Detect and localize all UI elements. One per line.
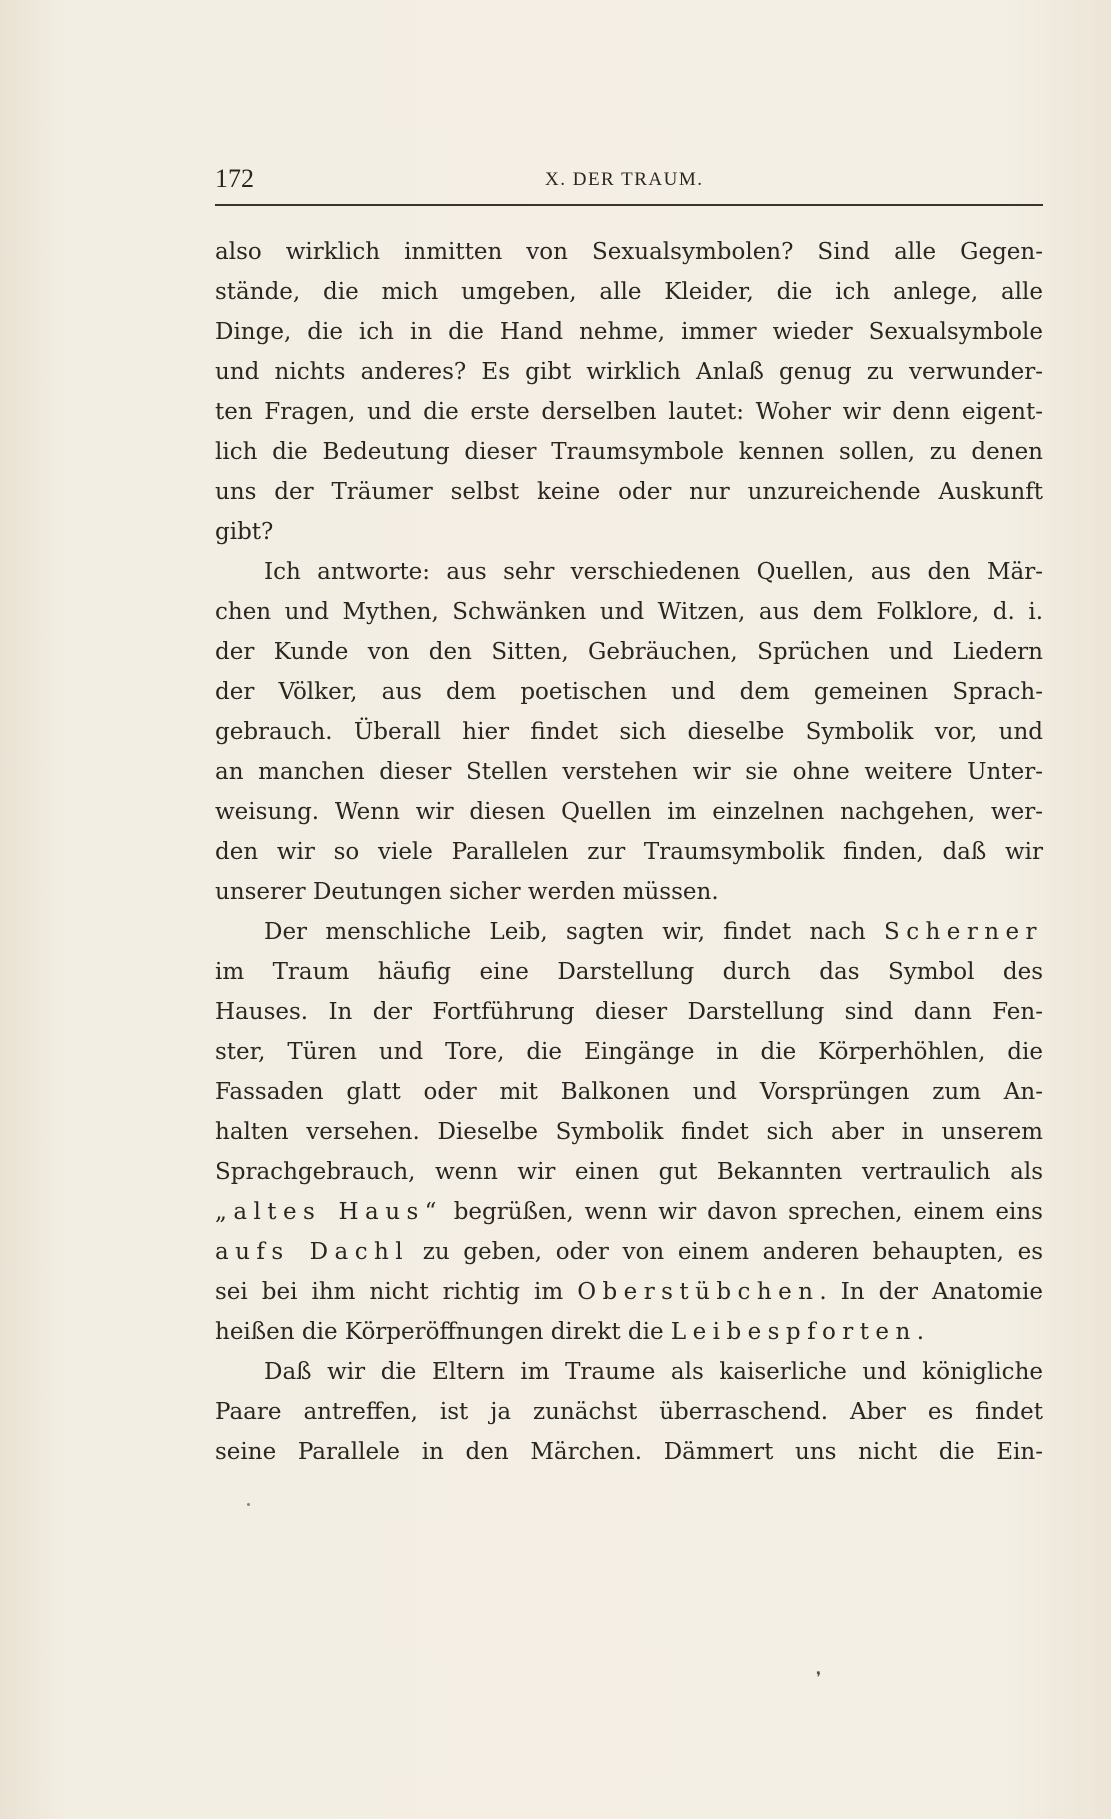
text-line: und nichts anderes? Es gibt wirklich Anlaß genug zu verwunder- xyxy=(215,359,1043,385)
text-line: der Völker, aus dem poetischen und dem gemeinen Sprach- xyxy=(215,679,1043,705)
paper-speck xyxy=(247,1503,250,1506)
text-line: ten Fragen, und die erste derselben lautet: Woher wir denn eigent- xyxy=(215,399,1043,425)
text-segment: . xyxy=(916,1319,925,1345)
text-line: weisung. Wenn wir diesen Quellen im einzelnen nachgehen, wer- xyxy=(215,799,1043,825)
spaced-phrase: Leibespforten xyxy=(670,1319,917,1345)
text-line: an manchen dieser Stellen verstehen wir sie ohne weitere Unter- xyxy=(215,759,1043,785)
text-segment: zu geben, oder von einem anderen behaupten, es xyxy=(409,1239,1044,1265)
text-line: Fassaden glatt oder mit Balkonen und Vorsprüngen zum An- xyxy=(215,1079,1043,1105)
text-line xyxy=(215,1312,1043,1352)
text-line: lich die Bedeutung dieser Traumsymbole kennen sollen, zu denen xyxy=(215,439,1043,465)
page-mark: ❜ xyxy=(816,1668,822,1687)
paragraph-start-line xyxy=(264,912,1043,952)
paragraph-start-line: Ich antworte: aus sehr verschiedenen Quellen, aus den Mär- xyxy=(264,559,1043,585)
spaced-phrase: „altes Haus“ xyxy=(215,1199,443,1225)
text-line: im Traum häufig eine Darstellung durch das Symbol des xyxy=(215,959,1043,985)
spaced-name: Scherner xyxy=(884,919,1043,945)
text-line: also wirklich inmitten von Sexualsymbolen? Sind alle Gegen- xyxy=(215,239,1043,265)
running-head: X. DER TRAUM. xyxy=(545,169,704,190)
text-line: uns der Träumer selbst keine oder nur unzureichende Auskunft xyxy=(215,479,1043,505)
text-segment: . In der Anatomie xyxy=(819,1279,1043,1305)
spaced-phrase: Oberstübchen xyxy=(577,1279,820,1305)
text-segment: sei bei ihm nicht richtig im xyxy=(215,1279,578,1305)
text-line: gibt? xyxy=(215,519,274,545)
text-line xyxy=(215,1232,1043,1272)
text-line: Sprachgebrauch, wenn wir einen gut Bekannten vertraulich als xyxy=(215,1159,1043,1185)
text-line: Dinge, die ich in die Hand nehme, immer wieder Sexualsymbole xyxy=(215,319,1043,345)
page-number: 172 xyxy=(215,164,254,193)
text-line: unserer Deutungen sicher werden müssen. xyxy=(215,879,719,905)
text-line: Hauses. In der Fortführung dieser Darstellung sind dann Fen- xyxy=(215,999,1043,1025)
text-line xyxy=(215,1192,1043,1232)
text-segment: heißen die Körperöffnungen direkt die xyxy=(215,1319,671,1345)
text-line: den wir so viele Parallelen zur Traumsymbolik finden, daß wir xyxy=(215,839,1043,865)
text-line: Paare antreffen, ist ja zunächst überraschend. Aber es findet xyxy=(215,1399,1043,1425)
text-line xyxy=(215,1272,1043,1312)
text-line: halten versehen. Dieselbe Symbolik findet sich aber in unserem xyxy=(215,1119,1043,1145)
page-header xyxy=(215,164,1043,206)
spaced-phrase: aufs Dachl xyxy=(215,1239,410,1265)
text-segment: Der menschliche Leib, sagten wir, findet nach xyxy=(264,919,884,945)
text-line: der Kunde von den Sitten, Gebräuchen, Sprüchen und Liedern xyxy=(215,639,1043,665)
text-line: stände, die mich umgeben, alle Kleider, die ich anlege, alle xyxy=(215,279,1043,305)
text-line: ster, Türen und Tore, die Eingänge in die Körperhöhlen, die xyxy=(215,1039,1043,1065)
text-line: chen und Mythen, Schwänken und Witzen, aus dem Folklore, d. i. xyxy=(215,599,1043,625)
paragraph-start-line: Daß wir die Eltern im Traume als kaiserliche und königliche xyxy=(264,1359,1043,1385)
text-line: seine Parallele in den Märchen. Dämmert uns nicht die Ein- xyxy=(215,1439,1043,1465)
text-line: gebrauch. Überall hier findet sich dieselbe Symbolik vor, und xyxy=(215,719,1043,745)
text-segment: begrüßen, wenn wir davon sprechen, einem eins xyxy=(442,1199,1043,1225)
